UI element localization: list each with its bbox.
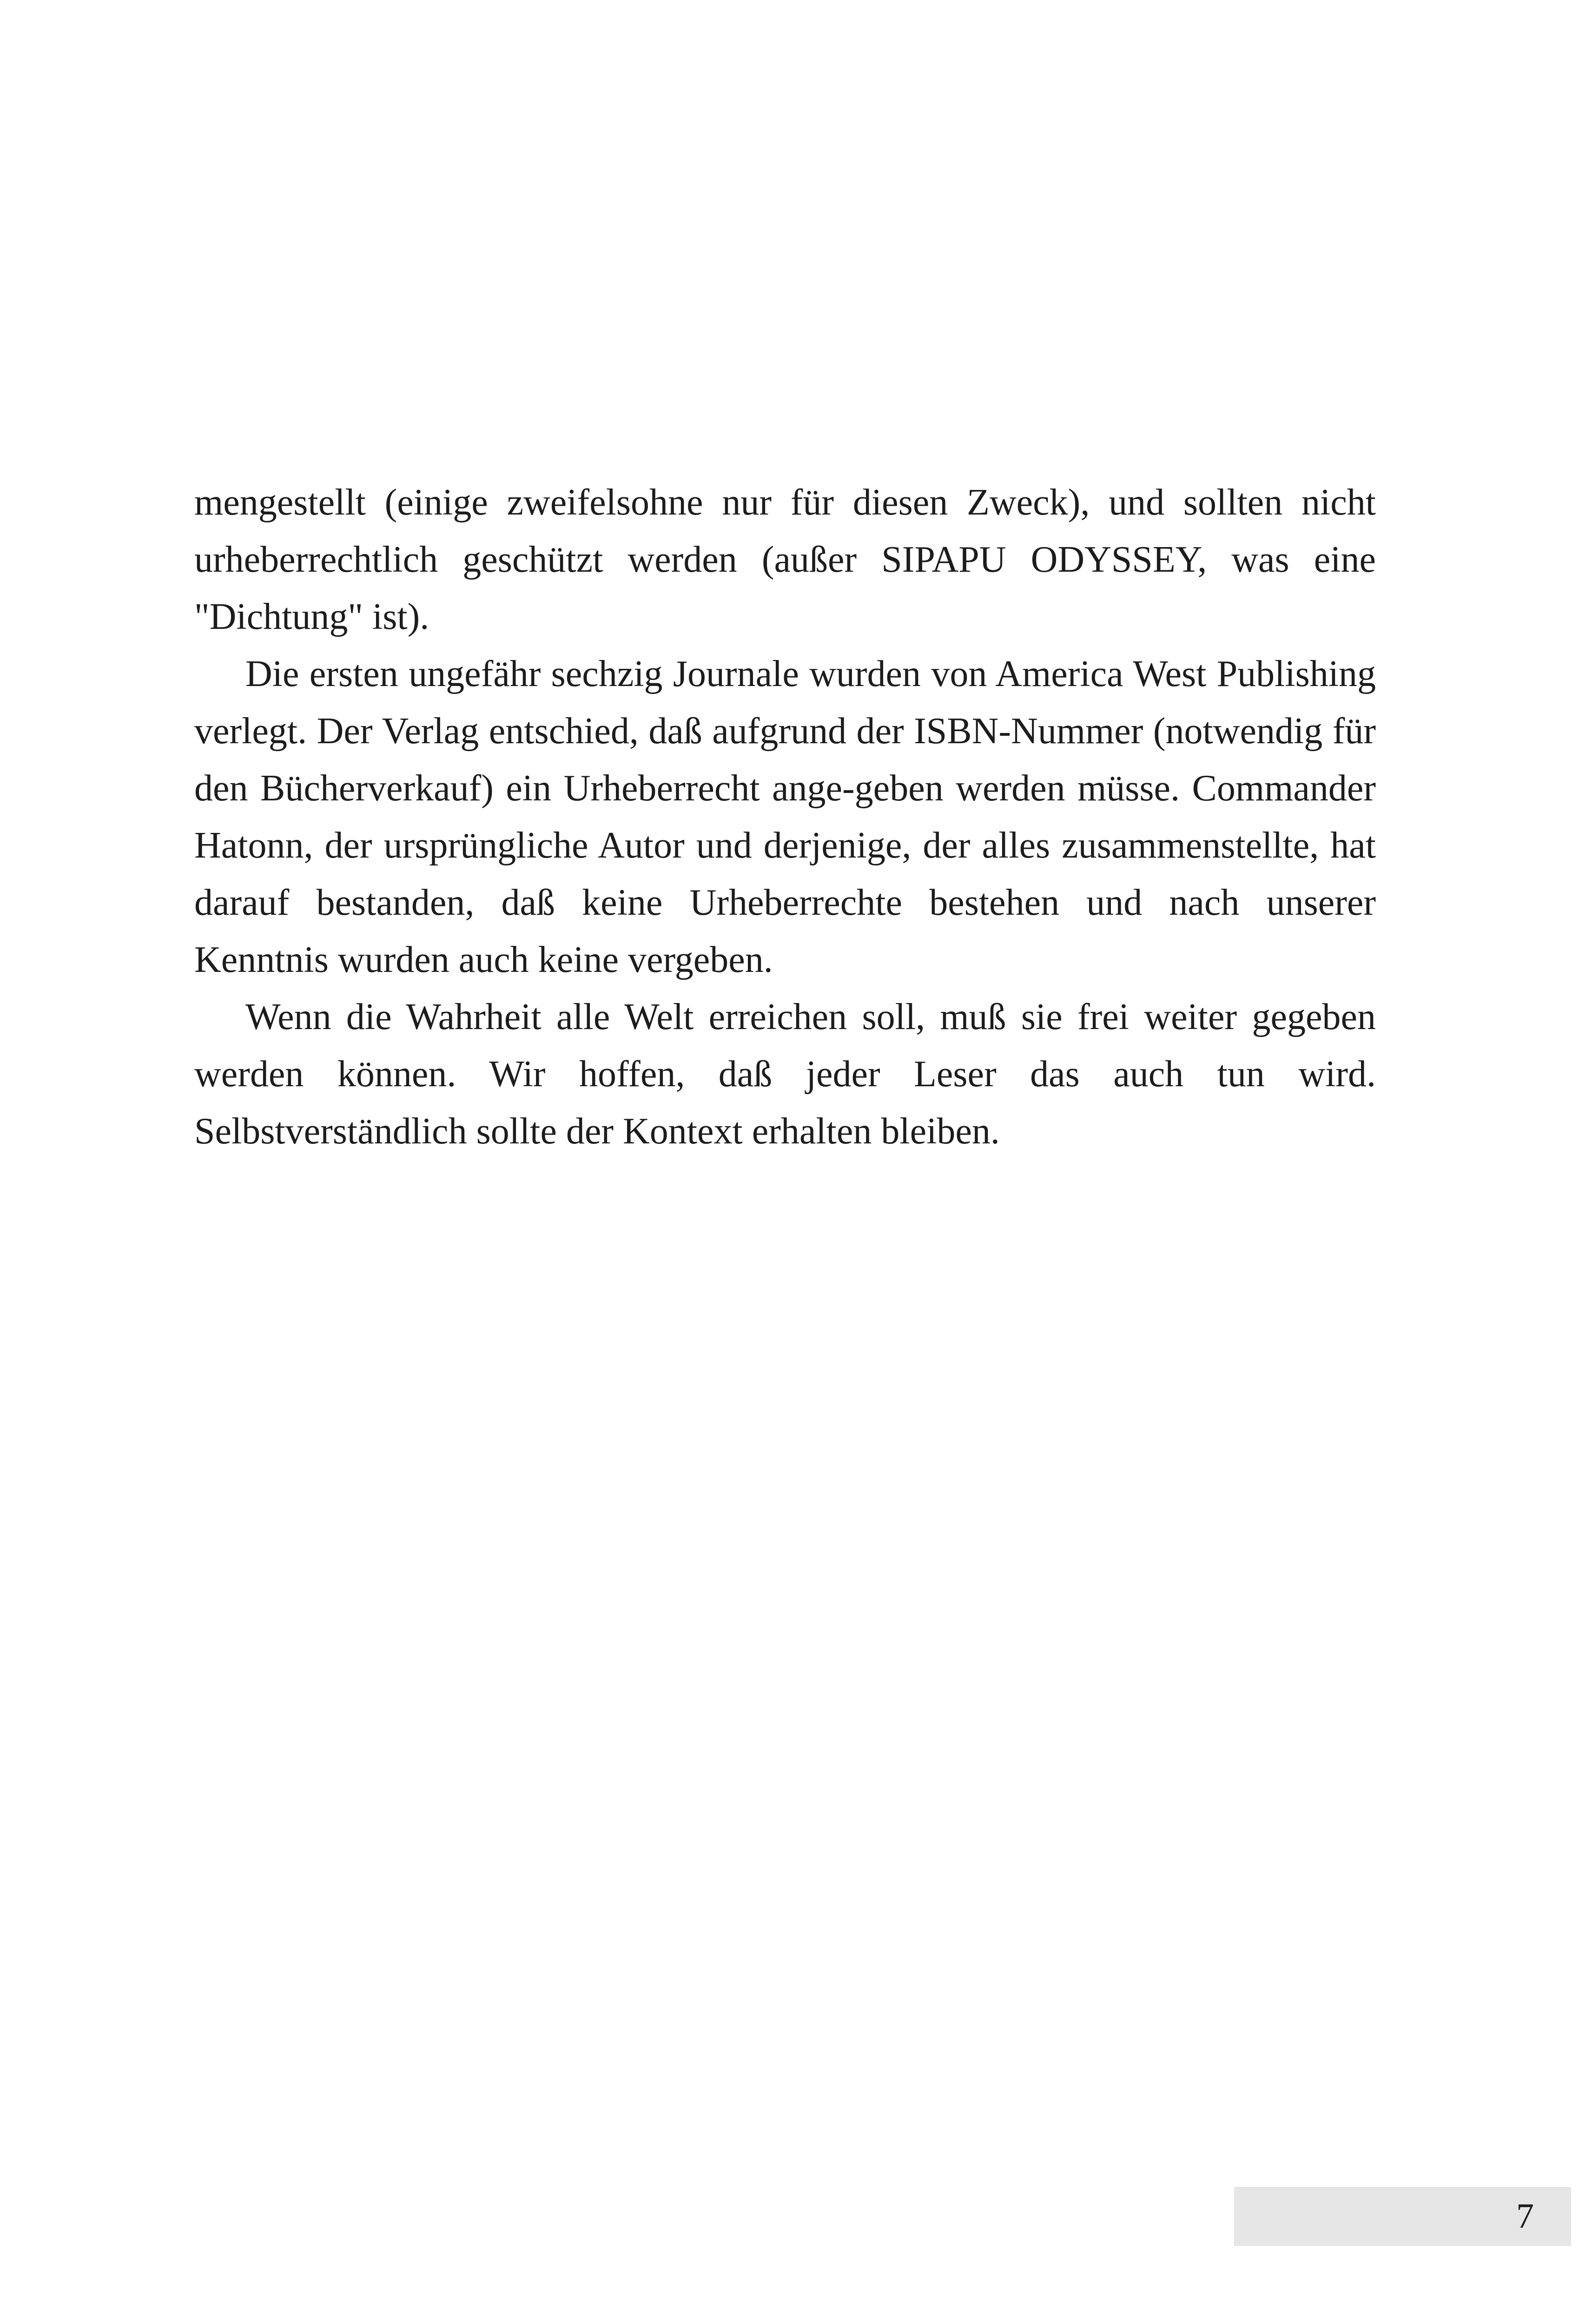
paragraph-continuation: mengestellt (einige zweifelsohne nur für diesen Zweck), und sollten nicht urheberrechtlich geschützt werden (außer SIPAPU ODYSSEY, was eine "Dichtung" ist). (194, 482, 1376, 637)
paragraph-distribution: Wenn die Wahrheit alle Welt erreichen soll, muß sie frei weiter gegeben werden können. Wir hoffen, daß jeder Leser das auch tun wird. Selbstverständlich sollte der Kontext erhalten bleiben. (194, 997, 1376, 1152)
paragraph-publishing: Die ersten ungefähr sechzig Journale wurden von America West Publishing verlegt. Der Verlag entschied, daß aufgrund der ISBN-Nummer (notwendig für den Bücherverkauf) ein Urheberrecht ange-geben werden müsse. Commander Hatonn, der ursprüngliche Autor und derjenige, der alles zusammenstellte, hat darauf bestanden, daß keine Urheberrechte bestehen und nach unserer Kenntnis wurden auch keine vergeben. (194, 654, 1376, 980)
body-text (194, 474, 1376, 1160)
page-number-bar (1234, 2187, 1571, 2246)
page-number: 7 (1516, 2197, 1534, 2236)
